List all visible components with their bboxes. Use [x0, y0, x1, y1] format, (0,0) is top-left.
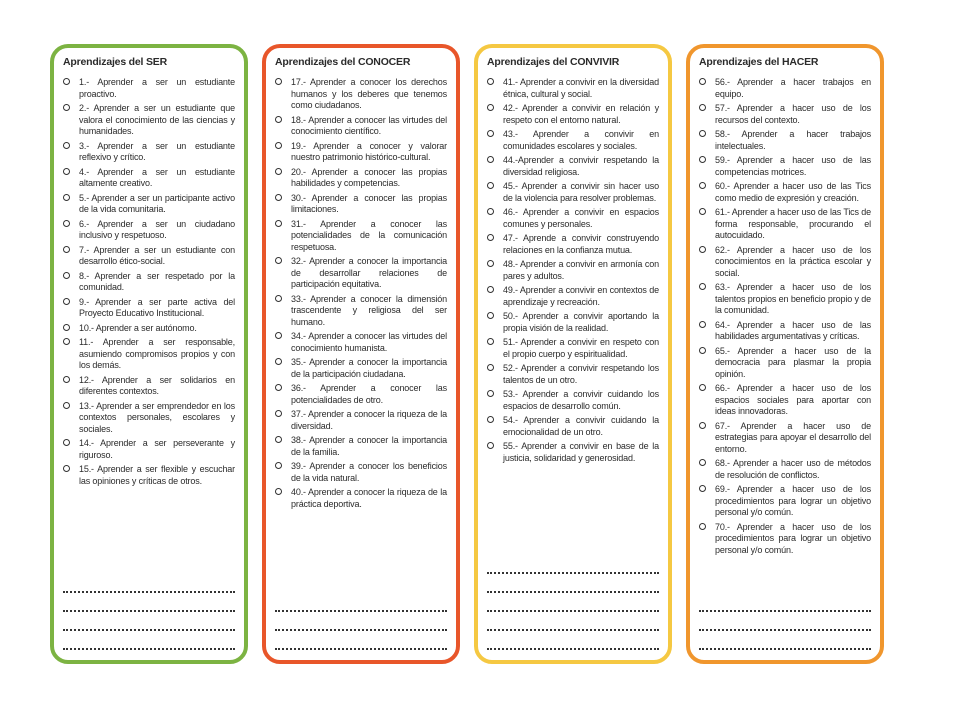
radio-circle-icon[interactable] [487, 338, 494, 345]
writing-lines [699, 593, 871, 650]
radio-circle-icon[interactable] [63, 104, 70, 111]
radio-circle-icon[interactable] [699, 156, 706, 163]
dotted-line [699, 629, 871, 631]
radio-circle-icon[interactable] [63, 439, 70, 446]
radio-circle-icon[interactable] [63, 402, 70, 409]
radio-circle-icon[interactable] [275, 194, 282, 201]
list-item[interactable] [63, 337, 235, 372]
list-item[interactable] [699, 77, 871, 100]
item-text: 48.- Aprender a convivir en armonía con pares y adultos. [503, 259, 659, 281]
radio-circle-icon[interactable] [487, 416, 494, 423]
item-text: 44.-Aprender a convivir respetando la diversidad religiosa. [503, 155, 659, 177]
list-item[interactable] [699, 103, 871, 126]
list-item[interactable] [63, 438, 235, 461]
item-text: 46.- Aprender a convivir en espacios comunes y personales. [503, 207, 659, 229]
radio-circle-icon[interactable] [275, 436, 282, 443]
radio-circle-icon[interactable] [699, 246, 706, 253]
dotted-line [487, 610, 659, 612]
dotted-line [63, 591, 235, 593]
list-item[interactable] [275, 435, 447, 458]
radio-circle-icon[interactable] [63, 246, 70, 253]
radio-circle-icon[interactable] [63, 168, 70, 175]
item-text: 65.- Aprender a hacer uso de la democracia para plasmar la propia opinión. [715, 345, 871, 379]
list-item[interactable] [699, 421, 871, 456]
list-item[interactable] [275, 141, 447, 164]
item-text: 12.- Aprender a ser solidarios en diferentes contextos. [79, 374, 235, 396]
list-item[interactable] [275, 487, 447, 510]
list-item[interactable] [699, 245, 871, 280]
radio-circle-icon[interactable] [699, 283, 706, 290]
radio-circle-icon[interactable] [275, 220, 282, 227]
radio-circle-icon[interactable] [699, 321, 706, 328]
list-item[interactable] [275, 256, 447, 291]
item-text: 67.- Aprender a hacer uso de estrategias para apoyar el desarrollo del entorno. [715, 420, 871, 454]
list-item[interactable] [699, 129, 871, 152]
item-text: 57.- Aprender a hacer uso de los recursos del contexto. [715, 103, 871, 125]
radio-circle-icon[interactable] [275, 78, 282, 85]
item-text: 66.- Aprender a hacer uso de los espacios sociales para aportar con ideas innovadoras. [715, 383, 871, 416]
list-item[interactable] [275, 219, 447, 254]
item-text: 5.- Aprender a ser un participante activo de la vida comunitaria. [79, 192, 235, 214]
item-text: 4.- Aprender a ser un estudiante altamente creativo. [79, 166, 235, 188]
radio-circle-icon[interactable] [487, 130, 494, 137]
writing-lines [487, 555, 659, 650]
item-text: 6.- Aprender a ser un ciudadano inclusivo y respetuoso. [79, 218, 235, 240]
writing-lines [63, 574, 235, 650]
item-text: 70.- Aprender a hacer uso de los procedimientos para lograr un objetivo personal y/o común. [715, 521, 871, 555]
list-item[interactable] [63, 271, 235, 294]
radio-circle-icon[interactable] [699, 347, 706, 354]
list-item[interactable] [699, 207, 871, 242]
item-text: 30.- Aprender a conocer las propias limitaciones. [291, 192, 447, 214]
item-text: 34.- Aprender a conocer las virtudes del conocimiento humanista. [291, 331, 447, 353]
item-text: 69.- Aprender a hacer uso de los procedimientos para lograr un objetivo personal y/o común. [715, 484, 871, 517]
radio-circle-icon[interactable] [63, 324, 70, 331]
radio-circle-icon[interactable] [699, 130, 706, 137]
item-text: 68.- Aprender a hacer uso de métodos de resolución de conflictos. [715, 458, 871, 480]
list-item[interactable] [487, 103, 659, 126]
item-text: 50.- Aprender a convivir aportando la propia visión de la realidad. [503, 311, 659, 333]
radio-circle-icon[interactable] [63, 220, 70, 227]
radio-circle-icon[interactable] [63, 338, 70, 345]
item-text: 37.- Aprender a conocer la riqueza de la diversidad. [291, 409, 447, 431]
list-item[interactable] [63, 401, 235, 436]
item-text: 10.- Aprender a ser autónomo. [79, 322, 197, 333]
item-text: 58.- Aprender a hacer trabajos intelectuales. [715, 129, 871, 151]
items-list [699, 77, 871, 556]
dotted-line [487, 572, 659, 574]
radio-circle-icon[interactable] [487, 208, 494, 215]
item-text: 7.- Aprender a ser un estudiante con desarrollo ético-social. [79, 244, 235, 266]
list-item[interactable] [487, 259, 659, 282]
radio-circle-icon[interactable] [487, 234, 494, 241]
radio-circle-icon[interactable] [699, 384, 706, 391]
list-item[interactable] [63, 464, 235, 487]
radio-circle-icon[interactable] [275, 358, 282, 365]
list-item[interactable] [63, 219, 235, 242]
radio-circle-icon[interactable] [699, 182, 706, 189]
radio-circle-icon[interactable] [699, 208, 706, 215]
panel-title: Aprendizajes del HACER [699, 56, 819, 68]
item-text: 43.- Aprender a convivir en comunidades escolares y sociales. [503, 129, 659, 151]
list-item[interactable] [487, 207, 659, 230]
item-text: 60.- Aprender a hacer uso de las Tics como medio de expresión y creación. [715, 181, 871, 203]
item-text: 62.- Aprender a hacer uso de los conocimientos en la práctica escolar y social. [715, 244, 871, 278]
list-item[interactable] [275, 461, 447, 484]
list-item[interactable] [275, 193, 447, 216]
item-text: 52.- Aprender a convivir respetando los talentos de un otro. [503, 363, 659, 385]
radio-circle-icon[interactable] [275, 410, 282, 417]
item-text: 51.- Aprender a convivir en respeto con el propio cuerpo y espiritualidad. [503, 337, 659, 359]
list-item[interactable] [699, 181, 871, 204]
radio-circle-icon[interactable] [699, 459, 706, 466]
dotted-line [487, 629, 659, 631]
list-item[interactable] [487, 155, 659, 178]
radio-circle-icon[interactable] [487, 78, 494, 85]
panel-conocer [262, 44, 460, 664]
list-item[interactable] [487, 311, 659, 334]
panel-convivir [474, 44, 672, 664]
item-text: 38.- Aprender a conocer la importancia de la familia. [291, 435, 447, 457]
dotted-line [275, 629, 447, 631]
list-item[interactable] [63, 77, 235, 100]
list-item[interactable] [699, 155, 871, 178]
item-text: 14.- Aprender a ser perseverante y riguroso. [79, 438, 235, 460]
item-text: 36.- Aprender a conocer las potencialidades de otro. [291, 383, 447, 405]
item-text: 35.- Aprender a conocer la importancia de la participación ciudadana. [291, 357, 447, 379]
list-item[interactable] [63, 245, 235, 268]
items-list [275, 77, 447, 510]
radio-circle-icon[interactable] [487, 390, 494, 397]
radio-circle-icon[interactable] [487, 260, 494, 267]
radio-circle-icon[interactable] [275, 116, 282, 123]
list-item[interactable] [63, 375, 235, 398]
list-item[interactable] [699, 458, 871, 481]
list-item[interactable] [487, 389, 659, 412]
list-item[interactable] [275, 294, 447, 329]
list-item[interactable] [275, 331, 447, 354]
item-text: 3.- Aprender a ser un estudiante reflexivo y crítico. [79, 140, 235, 162]
list-item[interactable] [487, 181, 659, 204]
radio-circle-icon[interactable] [275, 168, 282, 175]
list-item[interactable] [63, 323, 235, 335]
radio-circle-icon[interactable] [275, 142, 282, 149]
radio-circle-icon[interactable] [487, 286, 494, 293]
list-item[interactable] [487, 77, 659, 100]
writing-lines [275, 593, 447, 650]
item-text: 17.- Aprender a conocer los derechos humanos y los deberes que tenemos como ciudadanos. [291, 77, 447, 110]
item-text: 47.- Aprende a convivir construyendo relaciones en la confianza mutua. [503, 233, 659, 255]
item-text: 40.- Aprender a conocer la riqueza de la práctica deportiva. [291, 487, 447, 509]
item-text: 41.- Aprender a convivir en la diversidad étnica, cultural y social. [503, 77, 659, 99]
radio-circle-icon[interactable] [275, 295, 282, 302]
panel-title: Aprendizajes del CONVIVIR [487, 56, 620, 68]
list-item[interactable] [699, 282, 871, 317]
items-list [63, 77, 235, 487]
list-item[interactable] [63, 193, 235, 216]
radio-circle-icon[interactable] [63, 194, 70, 201]
radio-circle-icon[interactable] [275, 488, 282, 495]
radio-circle-icon[interactable] [487, 104, 494, 111]
panel-title: Aprendizajes del CONOCER [275, 56, 411, 68]
radio-circle-icon[interactable] [699, 523, 706, 530]
list-item[interactable] [275, 167, 447, 190]
item-text: 31.- Aprender a conocer las potencialidades de la comunicación respetuosa. [291, 218, 447, 252]
radio-circle-icon[interactable] [275, 384, 282, 391]
radio-circle-icon[interactable] [63, 298, 70, 305]
list-item[interactable] [487, 441, 659, 464]
item-text: 9.- Aprender a ser parte activa del Proyecto Educativo Institucional. [79, 296, 235, 318]
radio-circle-icon[interactable] [63, 465, 70, 472]
dotted-line [487, 591, 659, 593]
item-text: 59.- Aprender a hacer uso de las competencias motrices. [715, 155, 871, 177]
item-text: 39.- Aprender a conocer los beneficios de la vida natural. [291, 461, 447, 483]
item-text: 64.- Aprender a hacer uso de las habilidades argumentativas y críticas. [715, 319, 871, 341]
radio-circle-icon[interactable] [63, 376, 70, 383]
item-text: 42.- Aprender a convivir en relación y respeto con el entorno natural. [503, 103, 659, 125]
item-text: 33.- Aprender a conocer la dimensión trascendente y religiosa del ser humano. [291, 293, 447, 327]
item-text: 20.- Aprender a conocer las propias habilidades y competencias. [291, 166, 447, 188]
item-text: 2.- Aprender a ser un estudiante que valora el conocimiento de las ciencias y humanidades. [79, 103, 235, 136]
list-item[interactable] [275, 383, 447, 406]
list-item[interactable] [699, 484, 871, 519]
list-item[interactable] [699, 346, 871, 381]
list-item[interactable] [275, 409, 447, 432]
item-text: 53.- Aprender a convivir cuidando los espacios de desarrollo común. [503, 389, 659, 411]
item-text: 55.- Aprender a convivir en base de la justicia, solidaridad y generosidad. [503, 441, 659, 463]
list-item[interactable] [699, 522, 871, 557]
list-item[interactable] [487, 363, 659, 386]
list-item[interactable] [699, 383, 871, 418]
radio-circle-icon[interactable] [487, 182, 494, 189]
list-item[interactable] [63, 297, 235, 320]
dotted-line [63, 629, 235, 631]
radio-circle-icon[interactable] [63, 142, 70, 149]
radio-circle-icon[interactable] [63, 78, 70, 85]
dotted-line [699, 610, 871, 612]
list-item[interactable] [275, 77, 447, 112]
radio-circle-icon[interactable] [699, 422, 706, 429]
radio-circle-icon[interactable] [275, 257, 282, 264]
item-text: 19.- Aprender a conocer y valorar nuestro patrimonio histórico-cultural. [291, 140, 447, 162]
radio-circle-icon[interactable] [487, 156, 494, 163]
list-item[interactable] [63, 103, 235, 138]
radio-circle-icon[interactable] [699, 78, 706, 85]
radio-circle-icon[interactable] [275, 332, 282, 339]
dotted-line [63, 610, 235, 612]
radio-circle-icon[interactable] [487, 364, 494, 371]
radio-circle-icon[interactable] [63, 272, 70, 279]
item-text: 56.- Aprender a hacer trabajos en equipo. [715, 77, 871, 99]
items-list [487, 77, 659, 464]
item-text: 45.- Aprender a convivir sin hacer uso de la violencia para resolver problemas. [503, 181, 659, 203]
panel-title: Aprendizajes del SER [63, 56, 167, 68]
list-item[interactable] [487, 285, 659, 308]
item-text: 18.- Aprender a conocer las virtudes del conocimiento científico. [291, 114, 447, 136]
panel-ser [50, 44, 248, 664]
dotted-line [487, 648, 659, 650]
item-text: 11.- Aprender a ser responsable, asumiendo compromisos propios y con los demás. [79, 337, 235, 370]
list-item[interactable] [487, 129, 659, 152]
list-item[interactable] [275, 115, 447, 138]
item-text: 49.- Aprender a convivir en contextos de aprendizaje y recreación. [503, 285, 659, 307]
dotted-line [63, 648, 235, 650]
item-text: 1.- Aprender a ser un estudiante proactivo. [79, 77, 235, 99]
list-item[interactable] [275, 357, 447, 380]
radio-circle-icon[interactable] [699, 104, 706, 111]
item-text: 8.- Aprender a ser respetado por la comunidad. [79, 270, 235, 292]
dotted-line [275, 648, 447, 650]
radio-circle-icon[interactable] [275, 462, 282, 469]
list-item[interactable] [487, 233, 659, 256]
item-text: 61.- Aprender a hacer uso de las Tics de forma responsable, procurando el autocuidado. [715, 207, 871, 240]
radio-circle-icon[interactable] [699, 485, 706, 492]
dotted-line [699, 648, 871, 650]
item-text: 32.- Aprender a conocer la importancia de desarrollar relaciones de participación equitativa. [291, 256, 447, 289]
item-text: 63.- Aprender a hacer uso de los talentos propios en beneficio propio y de la comunidad. [715, 282, 871, 315]
list-item[interactable] [63, 167, 235, 190]
panel-hacer [686, 44, 884, 664]
radio-circle-icon[interactable] [487, 312, 494, 319]
dotted-line [275, 610, 447, 612]
item-text: 15.- Aprender a ser flexible y escuchar las opiniones y críticas de otros. [79, 464, 235, 486]
list-item[interactable] [487, 415, 659, 438]
radio-circle-icon[interactable] [487, 442, 494, 449]
list-item[interactable] [699, 320, 871, 343]
list-item[interactable] [487, 337, 659, 360]
item-text: 54.- Aprender a convivir cuidando la emocionalidad de un otro. [503, 415, 659, 437]
item-text: 13.- Aprender a ser emprendedor en los contextos personales, escolares y sociales. [79, 400, 235, 434]
list-item[interactable] [63, 141, 235, 164]
